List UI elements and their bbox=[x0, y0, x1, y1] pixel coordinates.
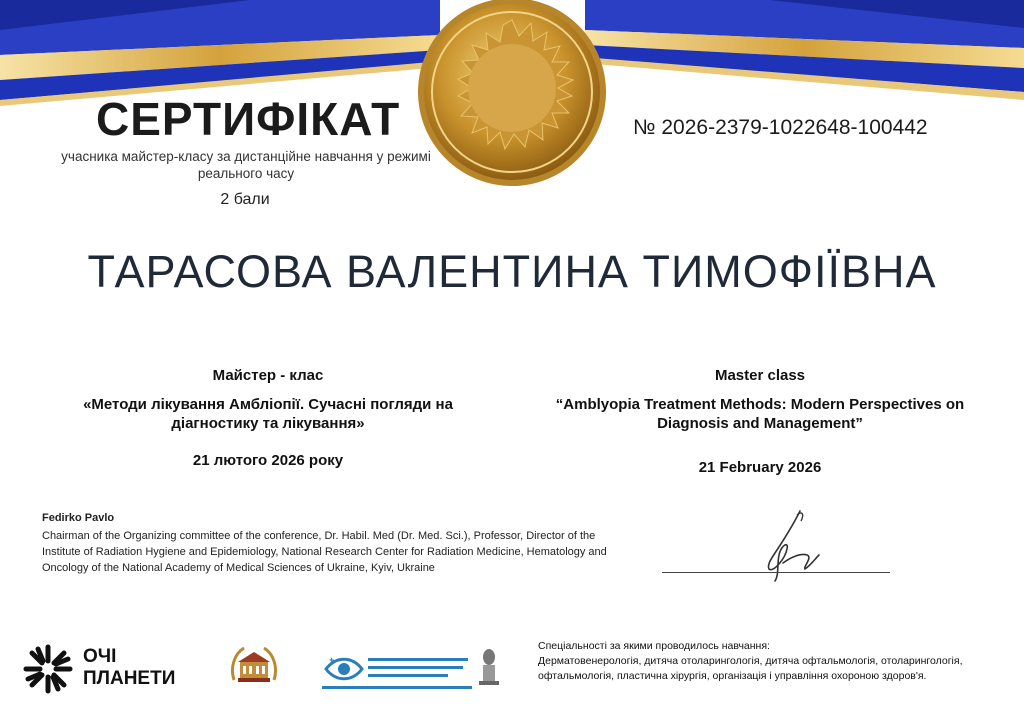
masterclass-topic-en: “Amblyopia Treatment Methods: Modern Perspectives on Diagnosis and Management” bbox=[555, 396, 965, 432]
monument-icon bbox=[475, 645, 503, 691]
specialties-list: Дерматовенерологія, дитяча отоларингологія, дитяча офтальмологія, отоларингологія, офтальмологія, пластична хірургія, організація і управління охороною здоров'я. bbox=[538, 655, 963, 682]
points-value: 2 бали bbox=[220, 191, 270, 208]
svg-text:+: + bbox=[329, 655, 335, 665]
masterclass-topic-ua: «Методи лікування Амбліопії. Сучасні погляди на діагностику та лікування» bbox=[83, 396, 453, 432]
masterclass-date-en: 21 February 2026 bbox=[698, 459, 822, 476]
institute-eye-logo-icon bbox=[322, 648, 472, 690]
certificate-title: СЕРТИФІКАТ bbox=[96, 93, 401, 145]
signatory-title: Chairman of the Organizing committee of the conference, Dr. Habil. Med (Dr. Med. Sci.), Professor, Director of the Institute of Radiation Hygiene and Epidemiology, National Research Center for Radiation Medicine, Hematology and Oncology of the National Academy of Medical Sciences of Ukraine, Kyiv, Ukraine bbox=[42, 530, 607, 574]
building-emblem-icon bbox=[228, 640, 280, 692]
brand-logo-text bbox=[83, 646, 175, 690]
specialties-block bbox=[538, 639, 1008, 684]
participant-name: ТАРАСОВА ВАЛЕНТИНА ТИМОФІЇВНА bbox=[87, 246, 937, 297]
specialties-label: Спеціальності за якими проводилось навчання: bbox=[538, 640, 770, 652]
certificate-number: № 2026-2379-1022648-100442 bbox=[633, 116, 928, 139]
certificate-subtitle: учасника майстер-класу за дистанційне навчання у режимі реального часу bbox=[61, 149, 431, 181]
masterclass-heading-en: Master class bbox=[714, 367, 806, 384]
sun-rays-logo-icon bbox=[22, 643, 74, 695]
brand-line-1: ОЧІ bbox=[83, 646, 117, 667]
masterclass-heading-ua: Майстер - клас bbox=[212, 367, 324, 384]
signatory-name: Fedirko Pavlo bbox=[42, 512, 115, 524]
brand-line-2: ПЛАНЕТИ bbox=[83, 668, 176, 689]
masterclass-date-ua: 21 лютого 2026 року bbox=[192, 452, 344, 469]
signature-icon bbox=[745, 505, 835, 585]
signature-line bbox=[662, 572, 890, 573]
gold-seal-icon bbox=[416, 0, 608, 188]
